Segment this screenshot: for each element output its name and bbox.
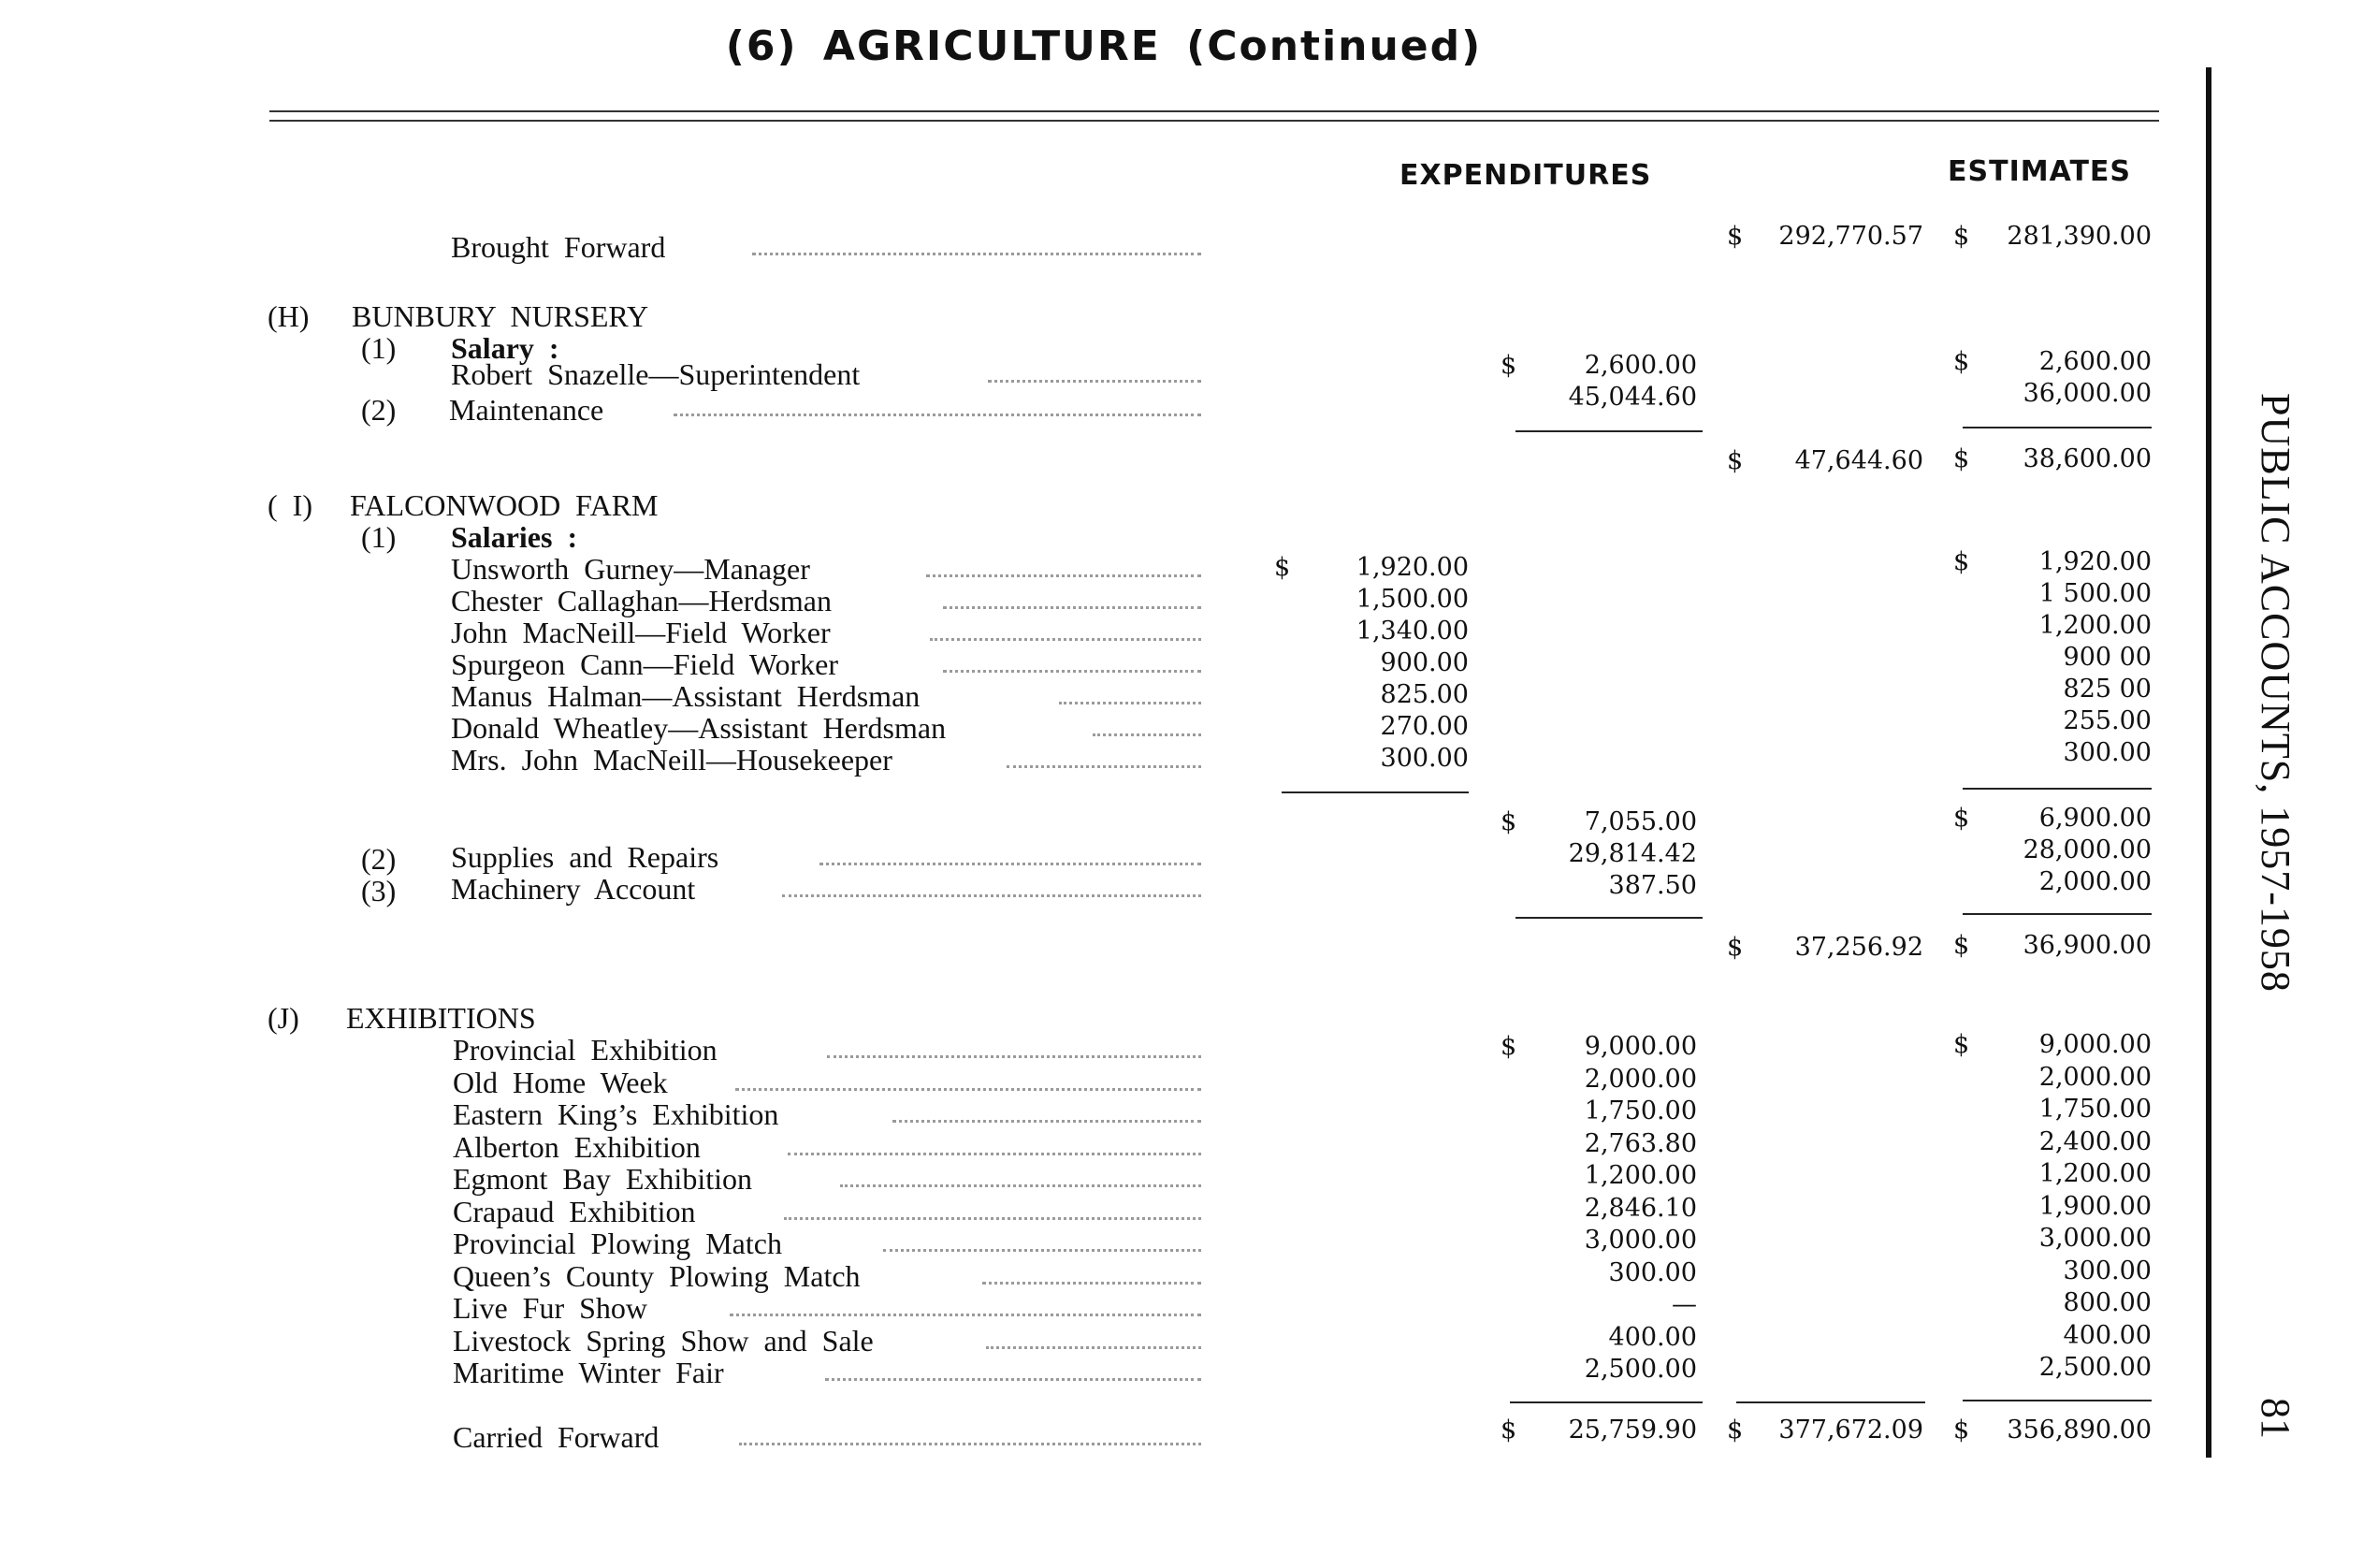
line-item-estimate: 28,000.00 xyxy=(2023,835,2152,864)
currency-sign: $ xyxy=(1727,933,1744,962)
currency-sign: $ xyxy=(1953,222,1970,251)
exhibition-amount: 9,000.00 xyxy=(1584,1032,1697,1061)
salary-label: John MacNeill—Field Worker xyxy=(451,616,831,649)
section-code: (J) xyxy=(268,1001,299,1035)
subtotal-rule xyxy=(1963,788,2152,790)
exhibition-amount: 300.00 xyxy=(1608,1257,1697,1287)
carried-forward-estimate: 356,890.00 xyxy=(2007,1416,2152,1445)
header-rule-bottom xyxy=(269,120,2159,122)
section-title: FALCONWOOD FARM xyxy=(350,488,659,522)
item-heading: Salaries : xyxy=(451,520,578,554)
section-title: EXHIBITIONS xyxy=(346,1001,536,1035)
salary-label: Donald Wheatley—Assistant Herdsman xyxy=(451,711,947,745)
leader-dots xyxy=(739,1443,1201,1445)
exhibition-amount: 1,200.00 xyxy=(1584,1161,1697,1190)
exhibition-amount: — xyxy=(1672,1290,1697,1319)
exhibition-estimate: 300.00 xyxy=(2063,1256,2152,1285)
leader-dots xyxy=(735,1088,1201,1091)
exhibition-label: Old Home Week xyxy=(453,1065,668,1099)
salary-label: Mrs. John MacNeill—Housekeeper xyxy=(451,743,892,777)
exhibition-estimate: 2,400.00 xyxy=(2038,1126,2152,1156)
leader-dots xyxy=(819,863,1201,865)
leader-dots xyxy=(892,1120,1201,1123)
currency-sign: $ xyxy=(1953,347,1970,376)
subtotal-rule xyxy=(1963,1400,2152,1401)
margin-rule xyxy=(2206,67,2211,1458)
exhibition-amount: 2,846.10 xyxy=(1584,1193,1697,1223)
leader-dots xyxy=(782,894,1201,897)
currency-sign: $ xyxy=(1953,804,1970,833)
salary-amount: 1,500.00 xyxy=(1356,585,1469,614)
carried-forward-total: 377,672.09 xyxy=(1778,1416,1923,1445)
header-rule-top xyxy=(269,110,2159,112)
brought-forward-total: 292,770.57 xyxy=(1778,222,1923,251)
exhibition-label: Egmont Bay Exhibition xyxy=(453,1162,752,1196)
currency-sign: $ xyxy=(1953,444,1970,473)
exhibition-label: Eastern King’s Exhibition xyxy=(453,1097,779,1131)
subtotal-rule xyxy=(1515,430,1703,432)
currency-sign: $ xyxy=(1501,1416,1517,1445)
leader-dots xyxy=(943,606,1201,609)
exhibition-estimate: 800.00 xyxy=(2063,1288,2152,1317)
salary-label: Unsworth Gurney—Manager xyxy=(451,552,810,586)
leader-dots xyxy=(1093,733,1201,736)
salary-amount: 1,920.00 xyxy=(1356,553,1469,582)
currency-sign: $ xyxy=(1727,1416,1744,1445)
leader-dots xyxy=(730,1314,1201,1316)
salary-estimate: 825 00 xyxy=(2063,675,2152,704)
exhibition-estimate: 2,500.00 xyxy=(2038,1353,2152,1382)
section-estimate-total: 38,600.00 xyxy=(2023,444,2152,473)
leader-dots xyxy=(788,1153,1201,1155)
carried-forward-subtotal: 25,759.90 xyxy=(1568,1416,1697,1445)
brought-forward-estimate: 281,390.00 xyxy=(2007,222,2152,251)
exhibition-label: Live Fur Show xyxy=(453,1291,647,1325)
salary-amount: 825.00 xyxy=(1380,680,1469,709)
expenditures-heading: EXPENDITURES xyxy=(1399,159,1652,192)
exhibition-label: Provincial Plowing Match xyxy=(453,1227,782,1260)
leader-dots xyxy=(926,574,1201,577)
exhibition-label: Crapaud Exhibition xyxy=(453,1194,696,1228)
brought-forward-label: Brought Forward xyxy=(451,230,666,264)
exhibition-estimate: 1,200.00 xyxy=(2038,1159,2152,1188)
leader-dots xyxy=(988,380,1201,383)
exhibition-label: Provincial Exhibition xyxy=(453,1033,718,1067)
currency-sign: $ xyxy=(1953,547,1970,576)
leader-dots xyxy=(784,1217,1201,1220)
currency-sign: $ xyxy=(1501,807,1517,836)
leader-dots xyxy=(825,1378,1201,1381)
line-item-estimate: 2,000.00 xyxy=(2038,867,2152,896)
item-number: (2) xyxy=(361,842,397,876)
leader-dots xyxy=(943,670,1201,673)
page-number: 81 xyxy=(2253,1398,2298,1439)
line-item-label: Robert Snazelle—Superintendent xyxy=(451,357,861,391)
exhibition-estimate: 1,750.00 xyxy=(2038,1095,2152,1124)
exhibition-label: Livestock Spring Show and Sale xyxy=(453,1323,874,1357)
exhibition-label: Maritime Winter Fair xyxy=(453,1356,724,1389)
line-item-subtotal: 45,044.60 xyxy=(1568,383,1697,412)
subtotal-rule xyxy=(1736,1401,1925,1403)
exhibition-amount: 2,000.00 xyxy=(1584,1064,1697,1094)
line-item-estimate: 6,900.00 xyxy=(2038,804,2152,833)
exhibition-estimate: 9,000.00 xyxy=(2038,1030,2152,1059)
leader-dots xyxy=(827,1055,1201,1058)
line-item-subtotal: 29,814.42 xyxy=(1568,839,1697,868)
salary-label: Spurgeon Cann—Field Worker xyxy=(451,647,838,681)
exhibition-label: Alberton Exhibition xyxy=(453,1129,701,1164)
salary-estimate: 1 500.00 xyxy=(2038,579,2152,608)
estimates-heading: ESTIMATES xyxy=(1948,155,2132,188)
subtotal-rule xyxy=(1282,791,1469,793)
section-code: ( I) xyxy=(268,488,312,522)
leader-dots xyxy=(883,1249,1201,1252)
leader-dots xyxy=(930,638,1201,641)
item-heading: Salary : xyxy=(451,331,559,365)
salary-label: Chester Callaghan—Herdsman xyxy=(451,584,832,617)
subtotal-rule xyxy=(1963,427,2152,428)
salary-estimate: 300.00 xyxy=(2063,738,2152,767)
leader-dots xyxy=(674,414,1201,416)
line-item-label: Supplies and Repairs xyxy=(451,840,719,874)
section-code: (H) xyxy=(268,299,310,333)
section-total: 37,256.92 xyxy=(1794,933,1923,962)
salary-label: Manus Halman—Assistant Herdsman xyxy=(451,679,921,713)
subtotal-rule xyxy=(1963,913,2152,915)
salary-amount: 1,340.00 xyxy=(1356,617,1469,646)
exhibition-amount: 3,000.00 xyxy=(1584,1226,1697,1255)
currency-sign: $ xyxy=(1727,222,1744,251)
exhibition-label: Queen’s County Plowing Match xyxy=(453,1258,861,1293)
exhibition-estimate: 400.00 xyxy=(2063,1320,2152,1350)
section-estimate-total: 36,900.00 xyxy=(2023,931,2152,960)
leader-dots xyxy=(752,253,1201,255)
exhibition-estimate: 3,000.00 xyxy=(2038,1224,2152,1253)
running-header: PUBLIC ACCOUNTS, 1957-1958 xyxy=(2253,393,2298,993)
subtotal-rule xyxy=(1515,917,1703,919)
exhibition-amount: 2,763.80 xyxy=(1584,1128,1697,1158)
currency-sign: $ xyxy=(1501,351,1517,380)
item-number: (2) xyxy=(361,393,397,427)
currency-sign: $ xyxy=(1501,1032,1517,1061)
salary-estimate: 1,920.00 xyxy=(2038,547,2152,576)
carried-forward-label: Carried Forward xyxy=(453,1420,660,1454)
currency-sign: $ xyxy=(1274,553,1291,582)
exhibition-amount: 400.00 xyxy=(1608,1322,1697,1352)
salary-amount: 270.00 xyxy=(1380,712,1469,741)
line-item-estimate: 36,000.00 xyxy=(2023,379,2152,408)
leader-dots xyxy=(1007,765,1201,768)
currency-sign: $ xyxy=(1953,1416,1970,1445)
salary-amount: 300.00 xyxy=(1380,744,1469,773)
leader-dots xyxy=(1059,702,1201,704)
salary-estimate: 1,200.00 xyxy=(2038,611,2152,640)
line-item-subtotal: 7,055.00 xyxy=(1584,807,1697,836)
currency-sign: $ xyxy=(1953,931,1970,960)
leader-dots xyxy=(982,1282,1201,1285)
salary-estimate: 255.00 xyxy=(2063,706,2152,735)
leader-dots xyxy=(840,1184,1201,1187)
currency-sign: $ xyxy=(1953,1030,1970,1059)
currency-sign: $ xyxy=(1727,446,1744,475)
item-number: (1) xyxy=(361,520,397,554)
section-title: BUNBURY NURSERY xyxy=(352,299,649,333)
item-number: (1) xyxy=(361,331,397,365)
leader-dots xyxy=(986,1346,1201,1349)
subtotal-rule xyxy=(1510,1401,1703,1403)
salary-amount: 900.00 xyxy=(1380,648,1469,677)
exhibition-estimate: 1,900.00 xyxy=(2038,1191,2152,1221)
exhibition-estimate: 2,000.00 xyxy=(2038,1062,2152,1092)
item-number: (3) xyxy=(361,874,397,907)
line-item-label: Maintenance xyxy=(449,393,604,427)
salary-estimate: 900 00 xyxy=(2063,643,2152,672)
section-total: 47,644.60 xyxy=(1794,446,1923,475)
line-item-subtotal: 2,600.00 xyxy=(1584,351,1697,380)
page-title: (6) AGRICULTURE (Continued) xyxy=(725,22,1483,70)
exhibition-amount: 1,750.00 xyxy=(1584,1096,1697,1125)
line-item-subtotal: 387.50 xyxy=(1608,871,1697,900)
line-item-estimate: 2,600.00 xyxy=(2038,347,2152,376)
exhibition-amount: 2,500.00 xyxy=(1584,1355,1697,1384)
line-item-label: Machinery Account xyxy=(451,872,696,906)
